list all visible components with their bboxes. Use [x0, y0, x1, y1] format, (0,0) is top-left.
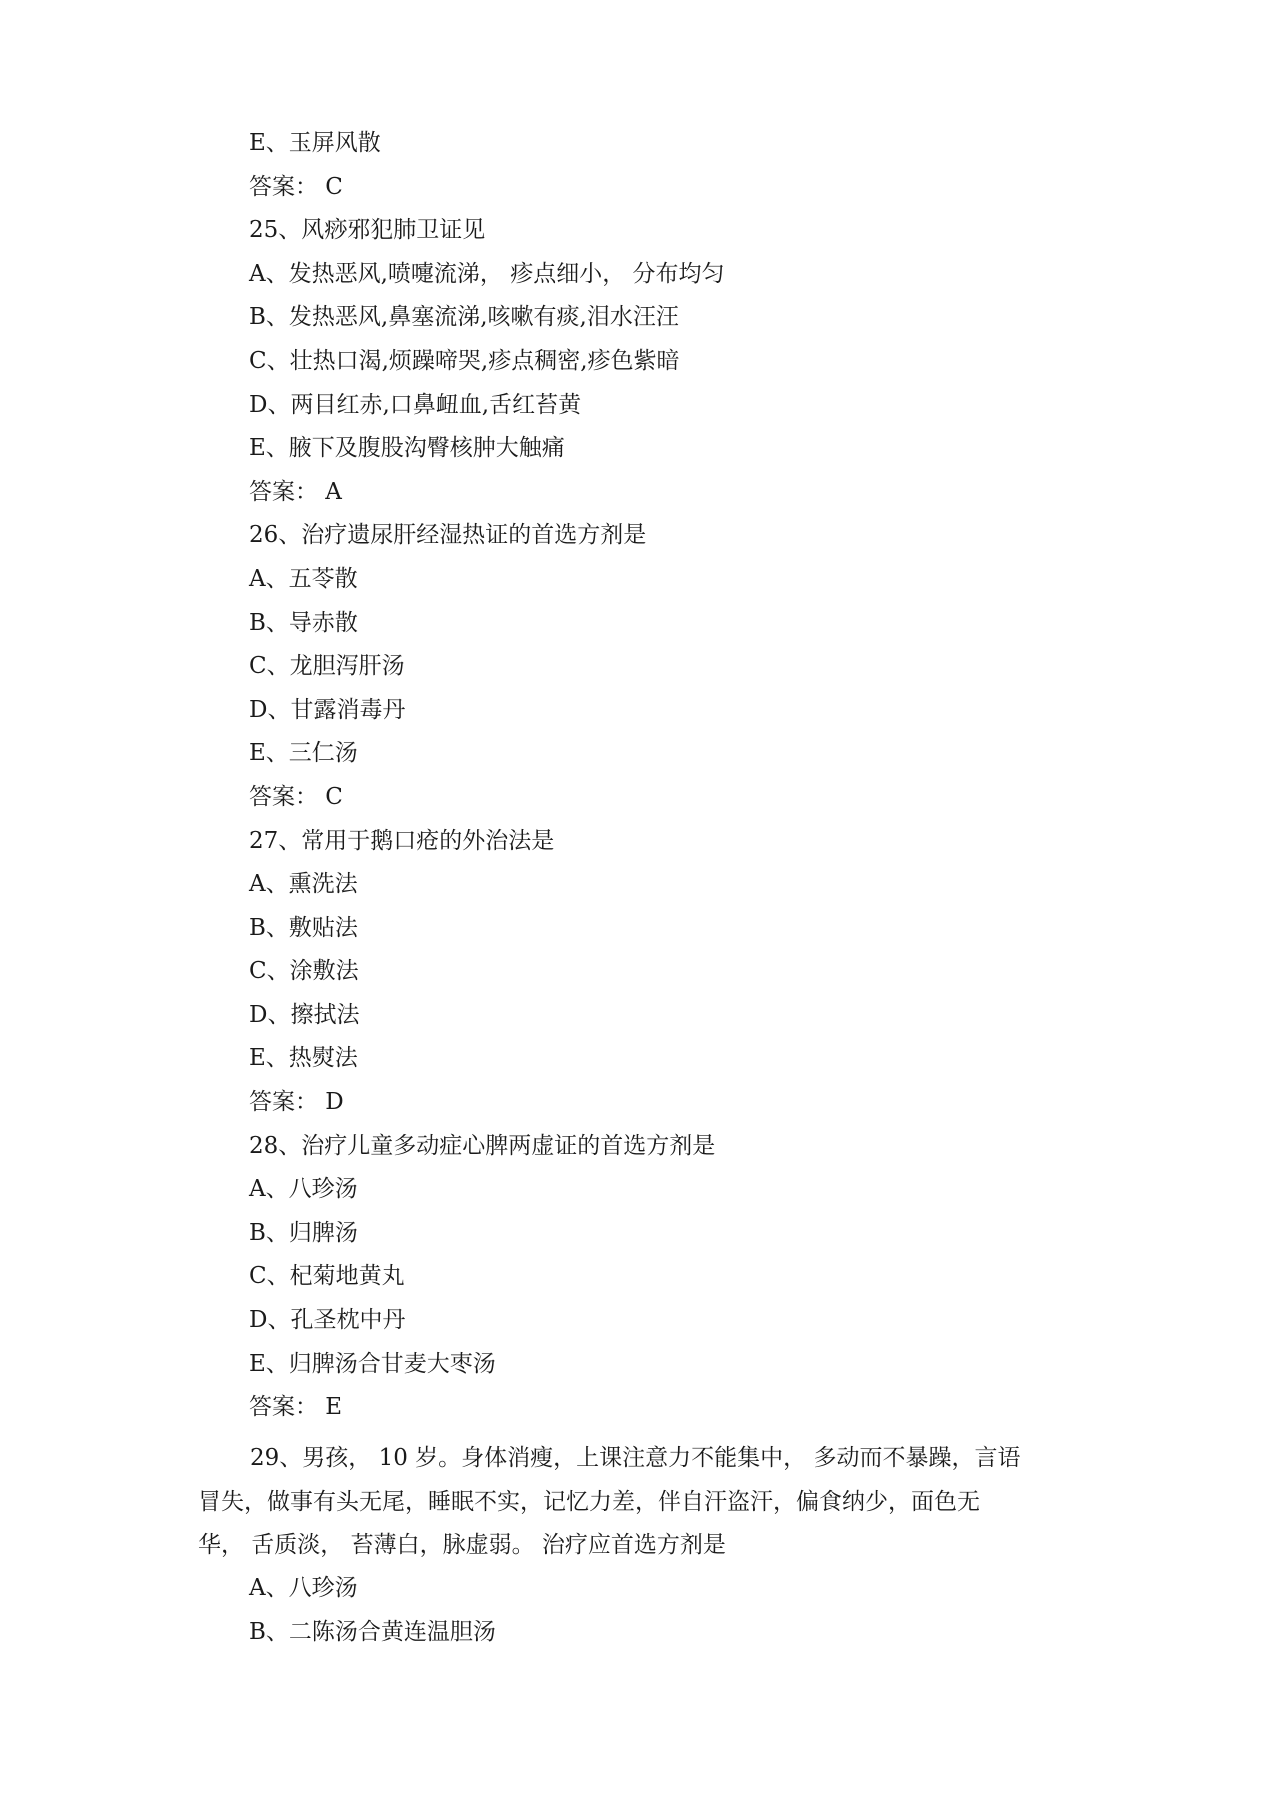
answer-line: 答案： E: [249, 1394, 343, 1421]
option-line: B、敷贴法: [249, 914, 358, 941]
option-line: B、二陈汤合黄连温胆汤: [249, 1618, 496, 1645]
option-line: C、壮热口渴,烦躁啼哭,疹点稠密,疹色紫暗: [249, 347, 680, 374]
question-29-options: [249, 1567, 1109, 1654]
answer-line: 答案： A: [249, 478, 342, 505]
option-line: C、龙胆泻肝汤: [249, 653, 405, 680]
option-line: D、甘露消毒丹: [249, 696, 406, 723]
question-29-line-1: 29、男孩， 10 岁。身体消瘦，上课注意力不能集中， 多动而不暴躁，言语: [250, 1445, 1021, 1471]
option-line: D、孔圣枕中丹: [249, 1307, 406, 1334]
option-line: A、八珍汤: [249, 1575, 358, 1601]
option-line: C、杞菊地黄丸: [249, 1263, 405, 1290]
answer-line: 答案： C: [249, 783, 343, 810]
option-line: E、玉屏风散: [249, 130, 381, 156]
answer-line: 答案： C: [249, 173, 343, 200]
option-line: A、熏洗法: [249, 871, 358, 898]
question-25: 25、风痧邪犯肺卫证见: [249, 217, 486, 244]
question-list: [249, 122, 1109, 1430]
question-28: 28、治疗儿童多动症心脾两虚证的首选方剂是: [249, 1132, 716, 1159]
option-line: B、导赤散: [249, 609, 358, 636]
option-line: B、归脾汤: [249, 1219, 358, 1246]
question-26: 26、治疗遗尿肝经湿热证的首选方剂是: [249, 522, 647, 549]
option-line: E、热熨法: [249, 1045, 358, 1072]
question-29-line-2: 冒失，做事有头无尾，睡眠不实，记忆力差，伴自汗盗汗，偏食纳少，面色无: [198, 1488, 980, 1515]
option-line: A、发热恶风,喷嚏流涕， 疹点细小， 分布均匀: [249, 260, 725, 287]
question-29: [198, 1437, 1098, 1568]
option-line: A、八珍汤: [249, 1176, 358, 1203]
question-29-line-3: 华， 舌质淡， 苔薄白，脉虚弱。 治疗应首选方剂是: [198, 1532, 726, 1559]
option-line: E、归脾汤合甘麦大枣汤: [249, 1350, 496, 1377]
option-line: C、涂敷法: [249, 958, 359, 985]
option-line: A、五苓散: [249, 565, 358, 592]
option-line: E、腋下及腹股沟臀核肿大触痛: [249, 435, 565, 462]
option-line: E、三仁汤: [249, 740, 358, 767]
option-line: D、擦拭法: [249, 1001, 360, 1028]
option-line: D、两目红赤,口鼻衄血,舌红苔黄: [249, 391, 582, 418]
question-27: 27、常用于鹅口疮的外治法是: [249, 827, 555, 854]
option-line: B、发热恶风,鼻塞流涕,咳嗽有痰,泪水汪汪: [249, 304, 679, 331]
answer-line: 答案： D: [249, 1089, 344, 1116]
